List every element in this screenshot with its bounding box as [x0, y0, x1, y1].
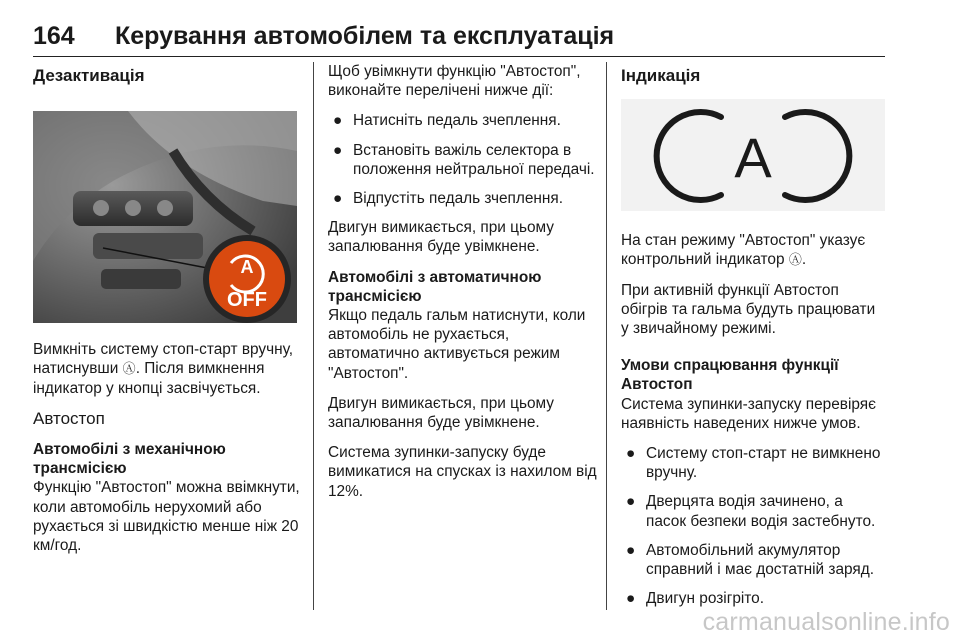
- engine-off-paragraph: Двигун вимикається, при цьому запалювання буде увімкнене.: [328, 219, 554, 256]
- list-item: ● Дверцята водія зачинено, а пасок безпеки водія застебнуто.: [626, 493, 876, 530]
- heading-autostop: Автостоп: [33, 408, 105, 428]
- subheading-automatic-transmission: Автомобілі з автоматичною трансмісією: [328, 268, 542, 305]
- list-item: ● Двигун розігріто.: [626, 590, 765, 608]
- column-divider: [606, 62, 607, 610]
- indicator-illustration: [621, 99, 885, 211]
- column-right: [621, 62, 886, 618]
- bullet-icon: ●: [626, 445, 636, 463]
- bullet-icon: ●: [333, 141, 343, 159]
- active-paragraph: При активній функції Автостоп обігрів та гальма будуть працювати у звичайному режимі.: [621, 281, 876, 338]
- engine-off-paragraph-2: Двигун вимикається, при цьому запалювання буде увімкнене.: [328, 394, 554, 432]
- deactivation-paragraph: [33, 340, 303, 398]
- autostop-off-icon: Ⓐ: [122, 361, 136, 377]
- subheading-manual-transmission: Автомобілі з механічною трансмісією: [33, 441, 226, 478]
- list-item: ● Автомобільний акумулятор справний і має достатній заряд.: [626, 541, 875, 579]
- list-item: ● Відпустіть педаль зчеплення.: [333, 190, 564, 208]
- list-item: ● Систему стоп-старт не вимкнено вручну.: [626, 445, 881, 482]
- column-left: [33, 62, 303, 566]
- heading-deactivation: Дезактивація: [33, 66, 145, 85]
- off-label: OFF: [227, 289, 267, 312]
- stop-start-button-illustration: [33, 111, 297, 323]
- auto-paragraph: Якщо педаль гальм натиснути, коли автомобіль не рухається, автоматично активується режим "Автостоп".: [328, 307, 586, 382]
- slope-paragraph: Система зупинки-запуску буде вимикатися на спусках із нахилом від 12%.: [328, 444, 597, 500]
- list-item: ● Встановіть важіль селектора в положення нейтральної передачі.: [333, 141, 595, 178]
- column-middle: [328, 62, 598, 512]
- conditions-list: [621, 444, 886, 608]
- page-header: [33, 22, 885, 56]
- deactivation-text-1: Вимкніть систему стоп-старт вручну, натиснувши: [33, 341, 294, 378]
- status-paragraph: На стан режиму "Автостоп" указує контрольний індикатор Ⓐ.: [621, 232, 866, 269]
- page-number: 164: [33, 22, 75, 50]
- heading-indication: Індикація: [621, 66, 701, 85]
- bullet-icon: ●: [333, 190, 343, 208]
- manual-paragraph: Функцію "Автостоп" можна ввімкнути, коли автомобіль нерухомий або рухається зі швидкістю менше ніж 20 км/год.: [33, 479, 300, 555]
- watermark: carmanualsonline.info: [702, 608, 950, 636]
- autostop-icon: Ⓐ: [788, 252, 802, 268]
- page-title: Керування автомобілем та експлуатація: [115, 22, 615, 50]
- subheading-conditions: Умови спрацювання функції Автостоп: [621, 357, 839, 394]
- column-divider: [313, 62, 314, 610]
- deactivation-text-2: . Після вимкнення індикатор у кнопці засвічується.: [33, 360, 265, 397]
- bullet-icon: ●: [333, 112, 343, 130]
- bullet-icon: ●: [626, 493, 636, 511]
- header-rule: [33, 56, 885, 57]
- bullet-icon: ●: [626, 590, 636, 608]
- indicator-glyph: A: [734, 126, 772, 190]
- list-item: ● Натисніть педаль зчеплення.: [333, 112, 561, 130]
- conditions-intro: Система зупинки-запуску перевіряє наявність наведених нижче умов.: [621, 395, 876, 432]
- autostop-indicator-icon: [621, 99, 885, 211]
- intro-paragraph: Щоб увімкнути функцію "Автостоп", виконайте перелічені нижче дії:: [328, 63, 581, 100]
- badge-glyph: A: [240, 257, 254, 278]
- bullet-icon: ●: [626, 541, 636, 559]
- steps-list: [328, 111, 598, 208]
- dashboard-photo: [33, 111, 297, 323]
